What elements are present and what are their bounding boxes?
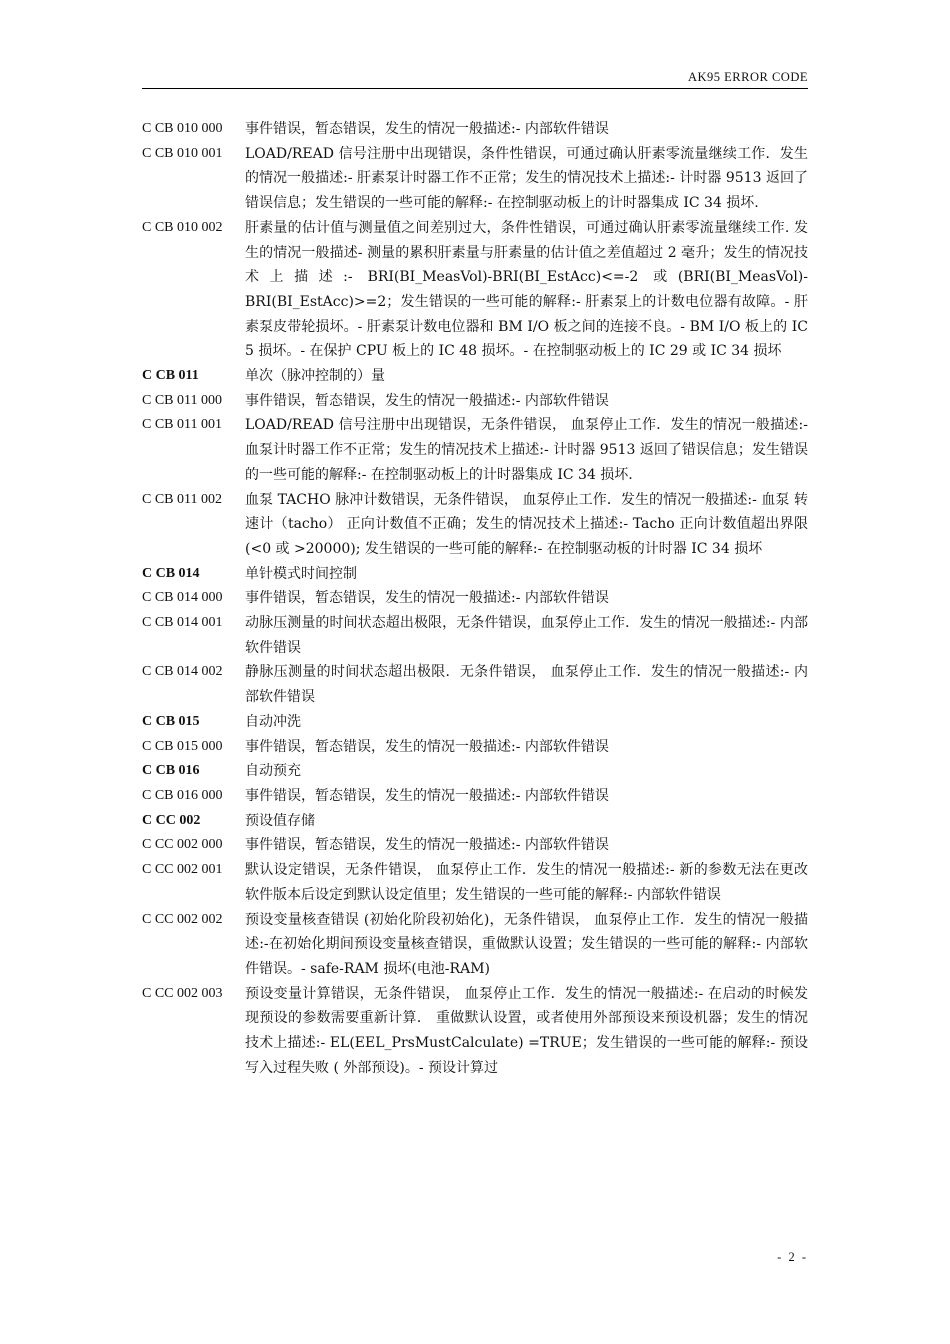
error-description: 肝素量的估计值与测量值之间差别过大，条件性错误，可通过确认肝素零流量继续工作. 发生的情况一般描述- 测量的累积肝素量与肝素量的估计值之差值超过 2 毫升；发生的情况技术上描述:- BRI(BI_MeasVol)-BRI(BI_EstAcc)<=-2 或(BRI(BI_MeasVol)-BRI(BI_EstAcc)>=2；发生错误的一些可能的解释:- 肝素泵上的计数电位器有故障。- 肝素泵皮带轮损坏。- 肝素泵计数电位器和 BM I/O 板之间的连接不良。- BM I/O 板上的 IC 5 损坏。- 在保护 CPU 板上的 IC 48 损坏。- 在控制驱动板上的 IC 29 或 IC 34 损坏 [245,219,808,360]
error-group-heading [142,710,808,735]
error-description: 事件错误，暂态错误，发生的情况一般描述:- 内部软件错误 [245,787,609,804]
group-title: 自动冲洗 [245,713,301,730]
error-code: C CC 002 001 [142,862,223,878]
error-code: C CB 014 [142,565,200,581]
error-description: 事件错误，暂态错误，发生的情况一般描述:- 内部软件错误 [245,738,609,755]
group-title: 单次（脉冲控制的）量 [245,368,385,385]
error-code: C CB 016 [142,763,200,779]
error-description: 动脉压测量的时间状态超出极限，无条件错误，血泵停止工作．发生的情况一般描述:- 内部软件错误 [245,615,808,656]
group-title: 自动预充 [245,763,301,780]
error-description: 事件错误，暂态错误，发生的情况一般描述:- 内部软件错误 [245,590,609,607]
error-code: C CB 014 002 [142,664,223,680]
error-code: C CB 014 001 [142,615,223,631]
error-entry [142,488,808,562]
group-title: 单针模式时间控制 [245,565,357,582]
error-code: C CC 002 002 [142,911,223,927]
error-description: LOAD/READ 信号注册中出现错误，条件性错误，可通过确认肝素零流量继续工作．发生的情况一般描述:- 肝素泵计时器工作不正常；发生的情况技术上描述:- 计时器 9513 返回了错误信息；发生错误的一些可能的解释:- 在控制驱动板上的计时器集成 IC 34 损坏. [245,145,808,212]
error-description: 静脉压测量的时间状态超出极限．无条件错误， 血泵停止工作．发生的情况一般描述:- 内部软件错误 [245,664,808,706]
error-entry [142,413,808,487]
error-group-heading [142,809,808,834]
error-group-heading [142,759,808,784]
error-group-heading [142,364,808,389]
error-entry [142,216,808,364]
error-code: C CB 010 002 [142,219,223,235]
page-header [142,70,808,89]
error-code: C CB 016 000 [142,787,223,803]
error-entry [142,858,808,907]
error-entry [142,735,808,760]
error-code: C CC 002 003 [142,985,223,1001]
error-entry [142,982,808,1081]
error-entry [142,833,808,858]
error-code: C CB 015 000 [142,738,223,754]
error-description: 事件错误，暂态错误，发生的情况一般描述:- 内部软件错误 [245,121,609,137]
error-code: C CB 011 000 [142,392,222,408]
error-code: C CC 002 000 [142,837,223,853]
error-code: C CC 002 [142,812,201,828]
error-entry [142,660,808,709]
error-code: C CB 011 [142,368,199,384]
error-description: 预设变量计算错误，无条件错误， 血泵停止工作．发生的情况一般描述:- 在启动的时候发现预设的参数需要重新计算． 重做默认设置，或者使用外部预设来预设机器；发生的情况技术上描述:- EL(EEL_PrsMustCalculate) =TRUE；发生错误的一些可能的解释:- 预设写入过程失败 ( 外部预设)。- 预设计算过 [245,985,808,1076]
error-description: LOAD/READ 信号注册中出现错误，无条件错误， 血泵停止工作．发生的情况一般描述:- 血泵计时器工作不正常；发生的情况技术上描述:- 计时器 9513 返回了错误信息；发生错误的一些可能的解释:- 在控制驱动板上的计时器集成 IC 34 损坏. [245,417,808,483]
error-description: 事件错误，暂态错误，发生的情况一般描述:- 内部软件错误 [245,392,609,409]
error-description: 事件错误，暂态错误，发生的情况一般描述:- 内部软件错误 [245,837,609,854]
error-code: C CB 010 000 [142,121,223,136]
error-entry [142,117,808,142]
error-entry [142,586,808,611]
error-entry [142,908,808,982]
error-entry [142,784,808,809]
document-title: AK95 ERROR CODE [687,70,808,84]
error-code: C CB 011 001 [142,417,222,433]
page-number: - 2 - [777,1250,808,1264]
error-description: 默认设定错误，无条件错误， 血泵停止工作．发生的情况一般描述:- 新的参数无法在更改软件版本后设定到默认设定值里；发生错误的一些可能的解释:- 内部软件错误 [245,862,808,903]
error-group-heading [142,562,808,587]
error-entry [142,389,808,414]
error-description: 预设变量核查错误 (初始化阶段初始化)，无条件错误， 血泵停止工作．发生的情况一般描述:-在初始化期间预设变量核查错误，重做默认设置；发生错误的一些可能的解释:- 内部软件错误。- safe-RAM 损坏(电池-RAM) [245,911,808,977]
error-entry [142,142,808,216]
error-code-list [142,117,808,1080]
error-code: C CB 011 002 [142,491,222,507]
error-code: C CB 010 001 [142,145,223,161]
error-description: 血泵 TACHO 脉冲计数错误，无条件错误， 血泵停止工作．发生的情况一般描述:- 血泵 转速计（tacho） 正向计数值不正确；发生的情况技术上描述:- Tacho 正向计数值超出界限 (<0 或 >20000); 发生错误的一些可能的解释:- 在控制驱动板的计时器 IC 34 损坏 [245,491,808,557]
error-code: C CB 015 [142,713,200,729]
group-title: 预设值存储 [245,812,315,829]
error-entry [142,611,808,660]
error-code: C CB 014 000 [142,590,223,606]
